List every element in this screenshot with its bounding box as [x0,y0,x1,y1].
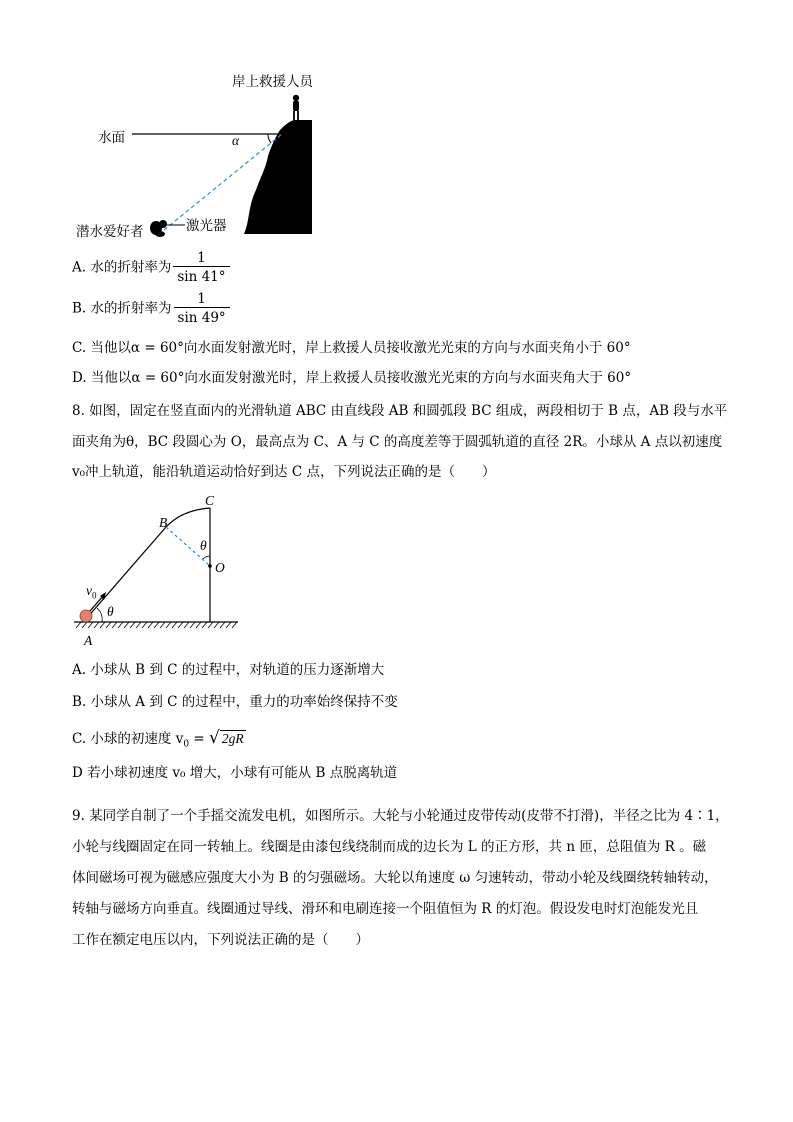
q8-option-c-radicand: 2gR [221,731,244,746]
alpha-arc [268,134,271,143]
q7-option-b-prefix: B. 水的折射率为 [72,300,172,317]
rescuer-figure [293,95,299,120]
theta-arc-bottom [97,608,102,622]
q7-option-b-denominator: sin 49° [174,307,230,326]
q7-option-c: C. 当他以α = 60°向水面发射激光时，岸上救援人员接收激光光束的方向与水面夹角小于 60° [72,340,631,356]
q9-stem-line-3: 体间磁场可视为磁感应强度大小为 B 的匀强磁场。大轮以角速度 ω 匀速转动，带动小轮及线圈绕转轴转动， [72,870,718,886]
ball [80,610,92,622]
q9-stem-line-5: 工作在额定电压以内，下列说法正确的是（ ） [72,932,369,948]
q8-option-c [72,729,246,754]
q8-option-d: D 若小球初速度 v₀ 增大，小球有可能从 B 点脱离轨道 [72,765,398,781]
q7-option-a-prefix: A. 水的折射率为 [72,259,172,276]
label-theta-top: θ [200,538,207,553]
q7-option-b-numerator: 1 [197,291,206,307]
label-point-b: B [159,515,168,530]
q7-option-a-fraction [173,250,229,285]
q9-stem-line-2: 小轮与线圈固定在同一转轴上。线圈是由漆包线绕制而成的边长为 L 的正方形，共 n 匝，总阻值为 R 。磁 [72,839,707,855]
q8-option-c-sub: 0 [183,739,190,750]
label-laser: 激光器 [186,218,227,234]
center-o-dot [208,564,212,568]
q8-stem-line-3: v₀冲上轨道，能沿轨道运动恰好到达 C 点，下列说法正确的是（ ） [72,464,496,480]
label-rescuer: 岸上救援人员 [232,74,313,90]
label-diver: 潜水爱好者 [76,224,144,240]
q7-option-a [72,250,230,285]
q8-option-a: A. 小球从 B 到 C 的过程中，对轨道的压力逐渐增大 [72,662,385,678]
track-segment-ab [86,527,166,619]
label-theta-bottom: θ [107,604,114,619]
sqrt-sign: √ [209,728,220,748]
track-arc-bc [166,508,210,527]
q7-option-b [72,291,230,326]
q8-option-b: B. 小球从 A 到 C 的过程中，重力的功率始终保持不变 [72,694,398,710]
q7-option-b-fraction [174,291,230,326]
theta-arc-top [203,556,210,559]
label-v0-main: v [86,583,92,598]
q7-option-a-numerator: 1 [197,250,206,266]
q7-option-a-denominator: sin 41° [173,266,229,285]
label-point-c: C [205,493,215,508]
q8-option-c-prefix: C. 小球的初速度 v [72,731,184,747]
label-alpha: α [232,133,240,148]
label-point-o: O [215,560,225,575]
q8-stem-line-1: 8. 如图，固定在竖直面内的光滑轨道 ABC 由直线段 AB 和圆弧段 BC 组成，两段相切于 B 点，AB 段与水平 [72,403,728,419]
q9-stem-line-4: 转轴与磁场方向垂直。线圈通过导线、滑环和电刷连接一个阻值恒为 R 的灯泡。假设发电时灯泡能发光且 [72,901,699,917]
diver-figure [150,220,167,237]
label-v0-sub: 0 [92,590,97,601]
label-v0 [86,583,97,601]
q8-stem-line-2: 面夹角为θ，BC 段圆心为 O，最高点为 C、A 与 C 的高度差等于圆弧轨道的直径 2R。小球从 A 点以初速度 [72,434,723,450]
label-point-a: A [84,633,93,648]
q7-option-d: D. 当他以α = 60°向水面发射激光时，岸上救援人员接收激光光束的方向与水面夹角大于 60° [72,370,632,386]
q9-stem-line-1: 9. 某同学自制了一个手摇交流发电机，如图所示。大轮与小轮通过皮带传动(皮带不打滑)，半径之比为 4∶1， [72,808,729,824]
ground-hatching [76,622,237,628]
q8-option-c-equals: = [189,731,209,747]
label-water-surface: 水面 [98,130,125,146]
